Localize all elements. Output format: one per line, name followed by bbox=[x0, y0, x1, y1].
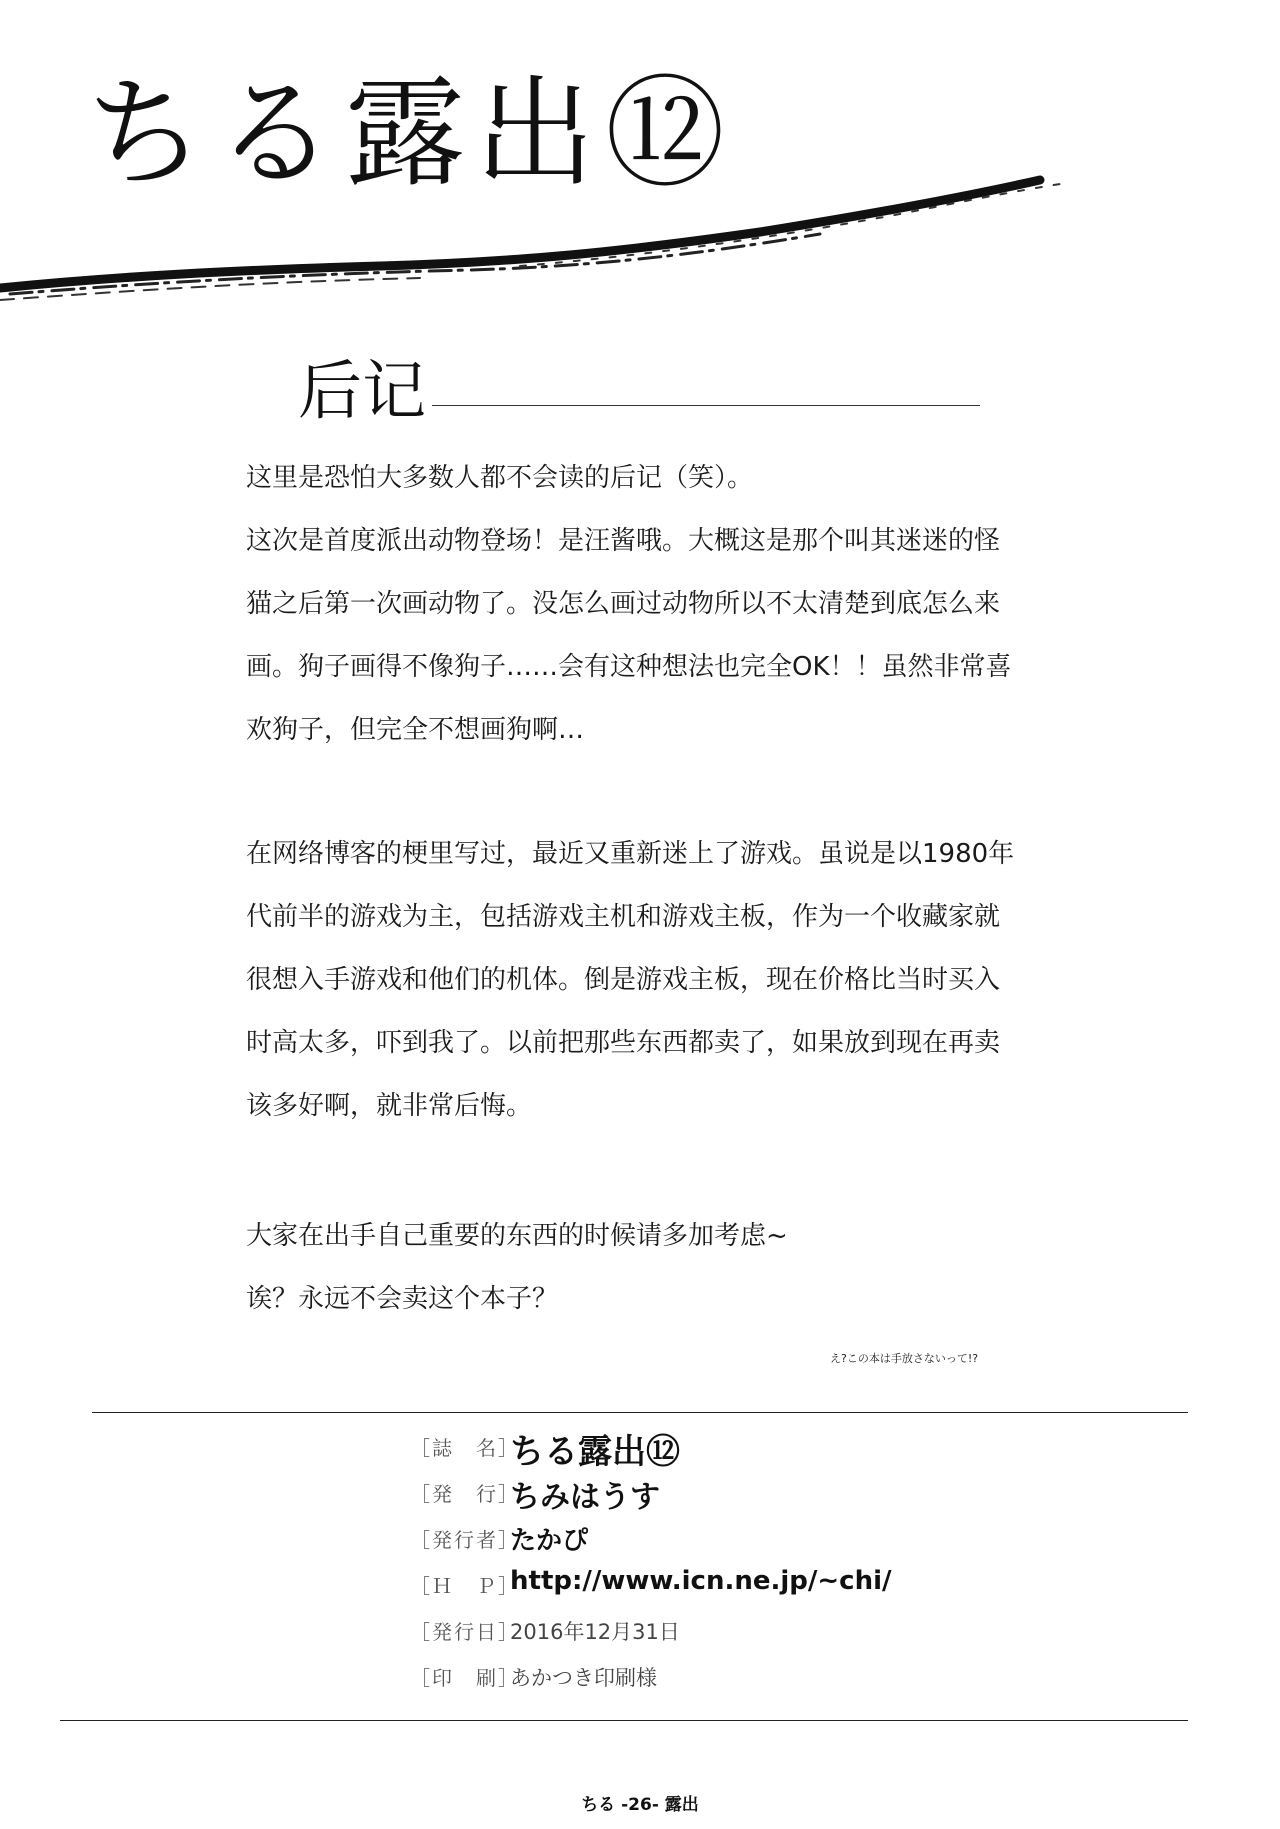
brush-stroke-divider bbox=[0, 170, 1080, 310]
colophon-value: ちる露出⑫ bbox=[510, 1432, 680, 1472]
text-line: 画。狗子画得不像狗子……会有这种想法也完全OK！！虽然非常喜 bbox=[246, 652, 1012, 682]
text-line: 诶？永远不会卖这个本子？ bbox=[246, 1284, 559, 1314]
text-line: 很想入手游戏和他们的机体。倒是游戏主板，现在价格比当时买入 bbox=[246, 965, 1001, 995]
afterword-paragraph-3 bbox=[246, 1205, 1046, 1331]
colophon-label: ［誌 名］ bbox=[410, 1436, 520, 1460]
colophon-label: ［発行日］ bbox=[410, 1620, 520, 1644]
colophon-bottom-rule bbox=[60, 1720, 1188, 1721]
colophon-value: たかぴ bbox=[510, 1526, 589, 1556]
colophon-value: あかつき印刷様 bbox=[510, 1666, 657, 1690]
text-line: 这里是恐怕大多数人都不会读的后记（笑）。 bbox=[246, 463, 754, 493]
afterword-heading: 后记 bbox=[298, 355, 426, 429]
page-number-footer: ちる -26- 露出 bbox=[581, 1795, 699, 1815]
text-line: 大家在出手自己重要的东西的时候请多加考虑~ bbox=[246, 1221, 788, 1251]
afterword-paragraph-1 bbox=[246, 447, 1046, 762]
text-line: 欢狗子，但完全不想画狗啊… bbox=[246, 715, 585, 745]
colophon-homepage-url: http://www.icn.ne.jp/~chi/ bbox=[510, 1566, 892, 1596]
page-title: ちる露出⑫ bbox=[85, 65, 735, 204]
afterword-paragraph-2 bbox=[246, 823, 1046, 1138]
text-line: 这次是首度派出动物登场！是汪酱哦。大概这是那个叫其迷迷的怪 bbox=[246, 526, 1001, 556]
text-line: 时高太多，吓到我了。以前把那些东西都卖了，如果放到现在再卖 bbox=[246, 1028, 1001, 1058]
text-line: 该多好啊，就非常后悔。 bbox=[246, 1091, 533, 1121]
small-note: え?この本は手放さないって!? bbox=[830, 1352, 979, 1365]
colophon-value: ちみはうす bbox=[510, 1480, 660, 1515]
colophon-label: ［発 行］ bbox=[410, 1482, 520, 1506]
text-line: 在网络博客的梗里写过，最近又重新迷上了游戏。虽说是以1980年 bbox=[246, 839, 1015, 869]
colophon-label: ［印 刷］ bbox=[410, 1666, 520, 1690]
text-line: 代前半的游戏为主，包括游戏主机和游戏主板，作为一个收藏家就 bbox=[246, 902, 1001, 932]
colophon-label: ［Ｈ Ｐ］ bbox=[410, 1574, 520, 1598]
colophon-value: 2016年12月31日 bbox=[510, 1620, 680, 1644]
colophon-label: ［発行者］ bbox=[410, 1528, 520, 1552]
heading-rule bbox=[432, 405, 980, 406]
text-line: 猫之后第一次画动物了。没怎么画过动物所以不太清楚到底怎么来 bbox=[246, 589, 1001, 619]
colophon-top-rule bbox=[92, 1412, 1188, 1413]
